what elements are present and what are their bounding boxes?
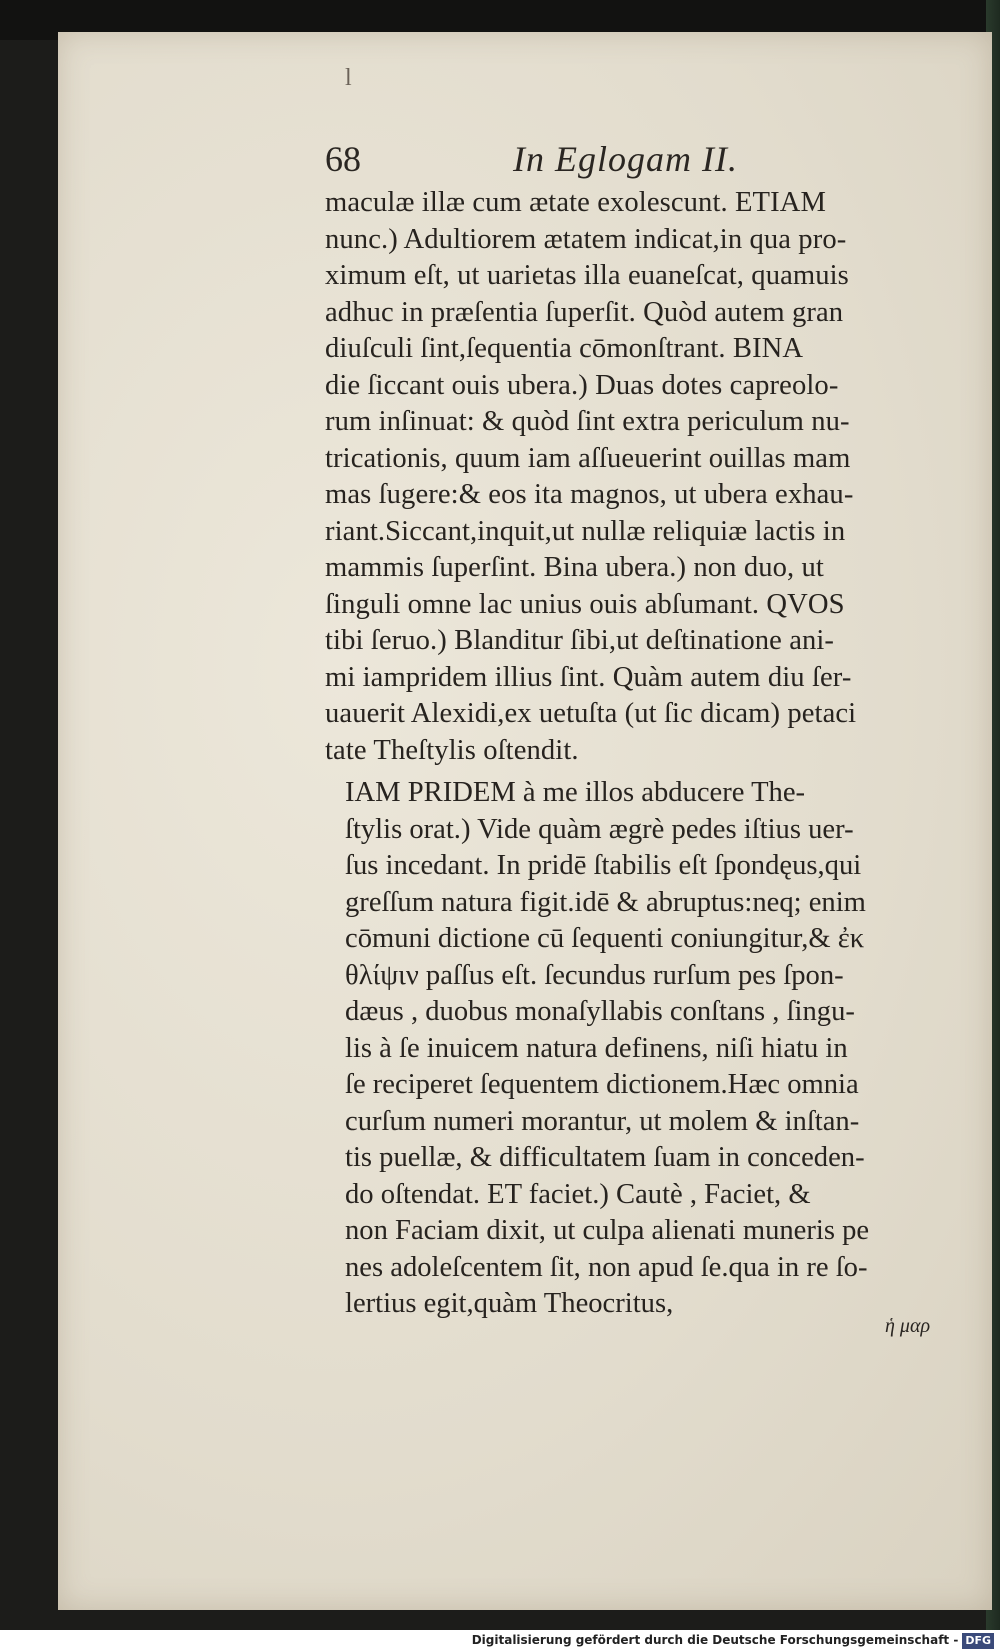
page-number: 68: [325, 139, 361, 179]
running-title: In Eglogam II.: [513, 139, 738, 179]
stray-ink-mark: l: [345, 65, 352, 91]
paragraph-2: [345, 775, 965, 1323]
text-line: nunc.) Adultiorem ætatem indicat,in qua pro-: [325, 223, 847, 255]
text-line: mi iampridem illius ſint. Quàm autem diu ſer-: [325, 661, 852, 693]
text-line: die ſiccant ouis ubera.) Duas dotes capreolo-: [325, 369, 839, 401]
text-line: ſe reciperet ſequentem dictionem.Hæc omnia: [345, 1069, 859, 1100]
text-line: tis puellæ, & difficultatem ſuam in conceden-: [345, 1142, 865, 1173]
text-line: lertius egit,quàm Theocritus,: [345, 1288, 674, 1319]
text-line: θλίψιν paſſus eſt. ſecundus rurſum pes ſpon-: [345, 959, 844, 991]
text-line: greſſum natura figit.idē & abruptus:neq; enim: [345, 886, 866, 918]
text-line: diuſculi ſint,ſequentia cōmonſtrant. BINA: [325, 333, 804, 364]
text-line: uauerit Alexidi,ex uetuſta (ut ſic dicam) petaci: [325, 698, 857, 729]
text-line: rum inſinuat: & quòd ſint extra periculum nu-: [325, 406, 850, 437]
text-line: tricationis, quum iam aſſueuerint ouillas mam: [325, 442, 851, 474]
text-line: ximum eſt, ut uarietas illa euaneſcat, quamuis: [325, 260, 849, 291]
paragraph-1: [325, 185, 945, 769]
digitization-footer: [0, 1630, 1000, 1651]
footer-credit-text: Digitalisierung gefördert durch die Deutsche Forschungsgemeinschaft -: [471, 1633, 959, 1647]
text-line: riant.Siccant,inquit,ut nullæ reliquiæ lactis in: [325, 515, 846, 547]
text-line: non Faciam dixit, ut culpa alienati muneris pe: [345, 1215, 870, 1246]
text-line: ſtylis orat.) Vide quàm ægrè pedes iſtius uer-: [345, 813, 854, 845]
text-line: curſum numeri morantur, ut molem & inſtan-: [345, 1105, 860, 1137]
text-line: lis à ſe inuicem natura definens, niſi hiatu in: [345, 1032, 848, 1064]
page-header: [325, 138, 745, 188]
dfg-logo: DFG: [962, 1633, 994, 1649]
text-line: tibi ſeruo.) Blanditur ſibi,ut deſtinatione ani-: [325, 625, 835, 656]
handwritten-margin-note: ἡ μαρ: [885, 1315, 931, 1337]
text-line: dæus , duobus monaſyllabis conſtans , ſingu-: [345, 996, 855, 1027]
text-line: cōmuni dictione cū ſequenti coniungitur,& ἐκ: [345, 923, 865, 954]
text-line: mammis ſuperſint. Bina ubera.) non duo, ut: [325, 552, 824, 583]
text-line: nes adoleſcentem ſit, non apud ſe.qua in re ſo-: [345, 1251, 868, 1283]
text-line: IAM PRIDEM à me illos abducere The-: [345, 777, 806, 808]
text-line: mas ſugere:& eos ita magnos, ut ubera exhau-: [325, 479, 854, 510]
text-line: maculæ illæ cum ætate exolescunt. ETIAM: [325, 187, 827, 218]
text-line: do oſtendat. ET faciet.) Cautè , Faciet, &: [345, 1178, 811, 1210]
text-line: tate Theſtylis oſtendit.: [325, 734, 579, 766]
text-line: adhuc in præſentia ſuperſit. Quòd autem gran: [325, 296, 844, 328]
text-line: ſinguli omne lac unius ouis abſumant. QVOS: [325, 588, 845, 620]
text-line: ſus incedant. In pridē ſtabilis eſt ſpondęus,qui: [345, 850, 862, 881]
